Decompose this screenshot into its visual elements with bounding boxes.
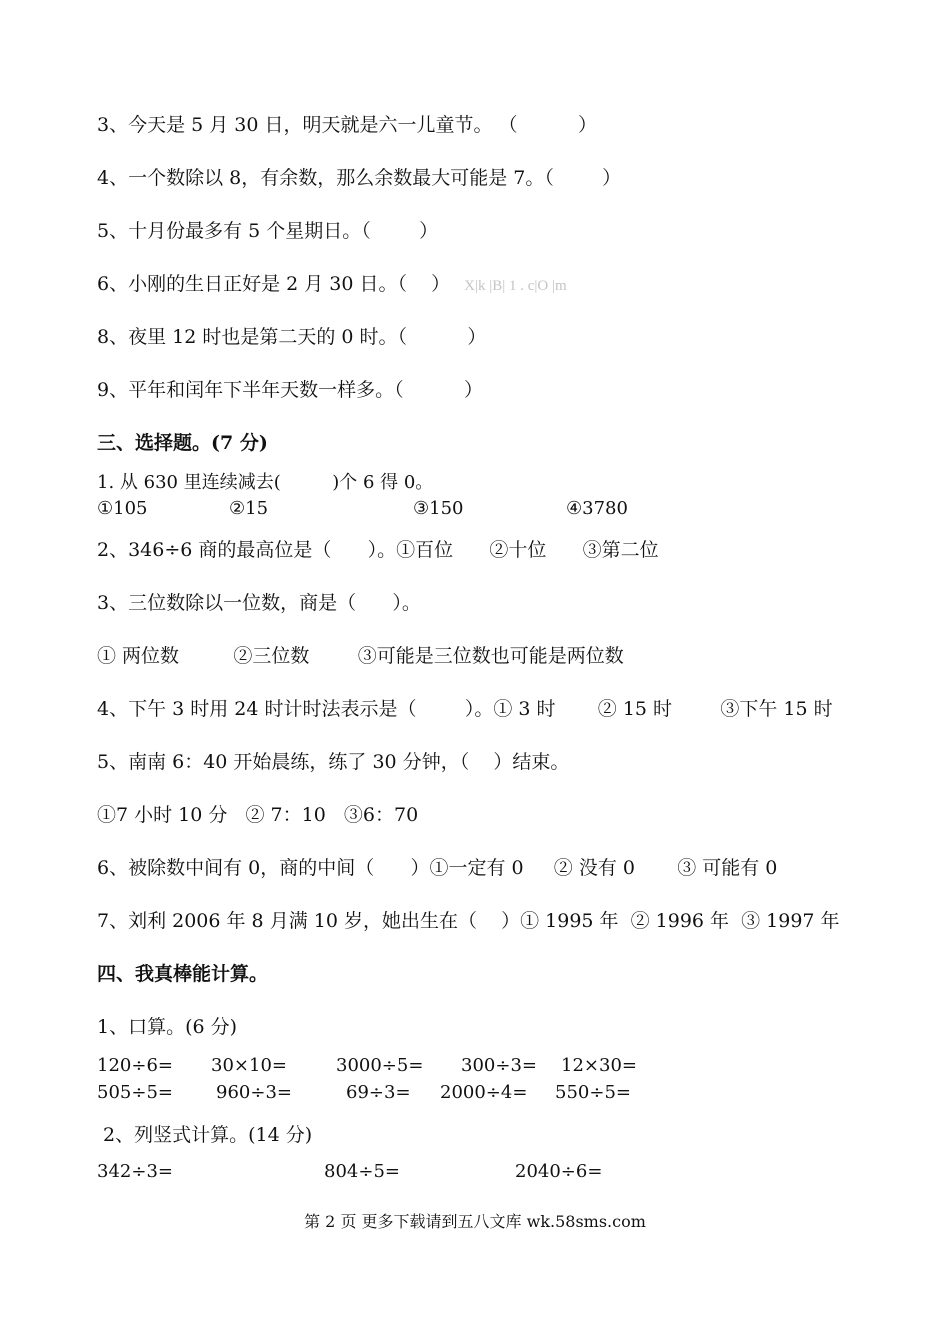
oral-calc-item: 30×10= <box>211 1055 287 1076</box>
page-footer: 第 2 页 更多下载请到五八文库 wk.58sms.com <box>304 1212 646 1231</box>
judgment-q6-row <box>97 272 567 298</box>
oral-calc-item: 550÷5= <box>555 1082 631 1103</box>
choice-q3-options: ① 两位数 ②三位数 ③可能是三位数也可能是两位数 <box>97 645 624 667</box>
choice-q4: 4、下午 3 时用 24 时计时法表示是（ ）。① 3 时 ② 15 时 ③下午 15 时 <box>97 698 833 720</box>
choice-q3: 3、三位数除以一位数，商是（ ）。 <box>97 592 421 614</box>
judgment-q3: 3、今天是 5 月 30 日，明天就是六一儿童节。 （ ） <box>97 114 597 136</box>
watermark-text: X|k |B| 1 . c|O |m <box>464 278 567 294</box>
judgment-q9: 9、平年和闰年下半年天数一样多。（ ） <box>97 379 483 401</box>
vertical-calc-item: 2040÷6= <box>515 1161 603 1182</box>
judgment-q5: 5、十月份最多有 5 个星期日。（ ） <box>97 220 439 242</box>
oral-calc-item: 960÷3= <box>216 1082 292 1103</box>
judgment-q6: 6、小刚的生日正好是 2 月 30 日。（ ） <box>97 273 451 295</box>
vertical-calc-item: 804÷5= <box>324 1161 400 1182</box>
oral-calc-item: 69÷3= <box>346 1082 411 1103</box>
judgment-q4: 4、一个数除以 8，有余数，那么余数最大可能是 7。（ ） <box>97 167 622 189</box>
choice-q6: 6、被除数中间有 0，商的中间（ ）①一定有 0 ② 没有 0 ③ 可能有 0 <box>97 857 778 879</box>
oral-calc-item: 505÷5= <box>97 1082 173 1103</box>
choice-q1-option-3: ③150 <box>413 498 464 519</box>
oral-calc-item: 12×30= <box>561 1055 637 1076</box>
oral-calc-item: 300÷3= <box>461 1055 537 1076</box>
choice-q1-option-4: ④3780 <box>566 498 628 519</box>
oral-calc-item: 2000÷4= <box>440 1082 528 1103</box>
oral-calc-heading: 1、口算。(6 分) <box>97 1016 238 1038</box>
choice-q1: 1. 从 630 里连续减去( )个 6 得 0。 <box>97 472 434 493</box>
choice-q5: 5、南南 6：40 开始晨练，练了 30 分钟，（ ）结束。 <box>97 751 570 773</box>
vertical-calc-heading: 2、列竖式计算。(14 分) <box>97 1124 313 1146</box>
choice-q7: 7、刘利 2006 年 8 月满 10 岁，她出生在（ ）① 1995 年 ② 1996 年 ③ 1997 年 <box>97 910 840 932</box>
choice-q1-option-2: ②15 <box>229 498 269 519</box>
oral-calc-item: 3000÷5= <box>336 1055 424 1076</box>
choice-q5-options: ①7 小时 10 分 ② 7：10 ③6：70 <box>97 804 419 826</box>
vertical-calc-item: 342÷3= <box>97 1161 173 1182</box>
section3-heading: 三、选择题。(7 分) <box>97 432 268 454</box>
choice-q2: 2、346÷6 商的最高位是（ ）。①百位 ②十位 ③第二位 <box>97 539 659 561</box>
judgment-q8: 8、夜里 12 时也是第二天的 0 时。（ ） <box>97 326 487 348</box>
oral-calc-item: 120÷6= <box>97 1055 173 1076</box>
choice-q1-option-1: ①105 <box>97 498 148 519</box>
section4-heading: 四、我真棒能计算。 <box>97 963 269 985</box>
